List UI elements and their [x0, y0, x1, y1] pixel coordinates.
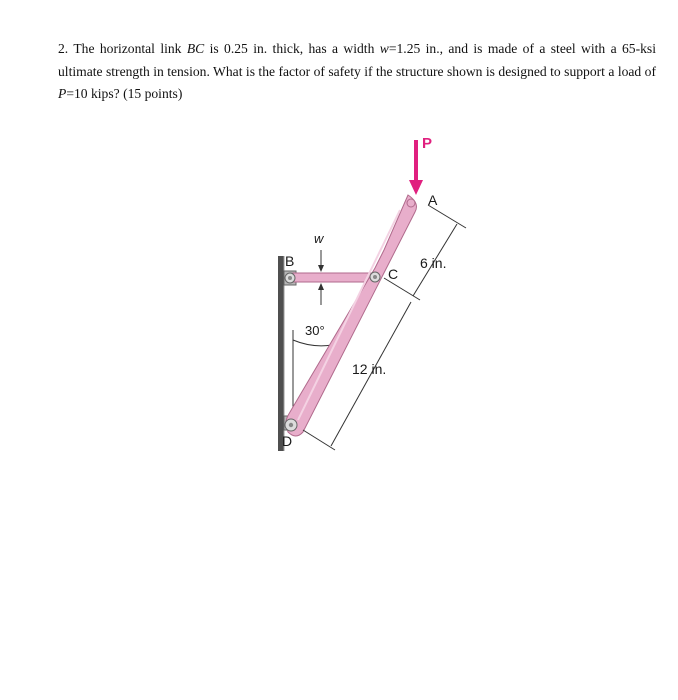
- angle-arc: [293, 340, 332, 346]
- label-d: D: [282, 433, 293, 449]
- label-6in: 6 in.: [420, 255, 447, 271]
- pin-d-center: [289, 423, 293, 427]
- load-arrowhead: [409, 180, 423, 195]
- label-a: A: [428, 192, 438, 208]
- dim-12in-ext-d: [303, 430, 335, 450]
- wall-support: [278, 256, 284, 451]
- label-b: B: [285, 253, 295, 269]
- label-angle: 30°: [305, 323, 325, 338]
- width-arrowhead-top: [318, 265, 324, 272]
- label-w: w: [314, 231, 324, 246]
- problem-text-1: The horizontal link: [73, 41, 182, 56]
- var-p: P: [58, 86, 67, 101]
- problem-number: 2.: [58, 41, 69, 56]
- pin-a: [407, 199, 415, 207]
- label-12in: 12 in.: [352, 361, 387, 377]
- width-arrowhead-bottom: [318, 283, 324, 290]
- pin-b-center: [288, 276, 292, 280]
- dim-6in-ext-a: [428, 205, 466, 228]
- problem-text-4: =10 kips? (15 points): [66, 86, 183, 101]
- member-acd: [286, 195, 417, 436]
- var-w: w: [379, 41, 389, 56]
- label-c: C: [388, 266, 399, 282]
- pin-c-center: [373, 275, 377, 279]
- problem-text-2: is 0.25 in. thick, has a width: [209, 41, 375, 56]
- label-p: P: [422, 135, 433, 152]
- problem-text-3: =1.25 in., and is made of a steel with a 65-ksi ultimate strength in tension. What is the factor of safety if the structure shown is designed to support a load of: [58, 41, 656, 79]
- var-bc: BC: [186, 41, 205, 56]
